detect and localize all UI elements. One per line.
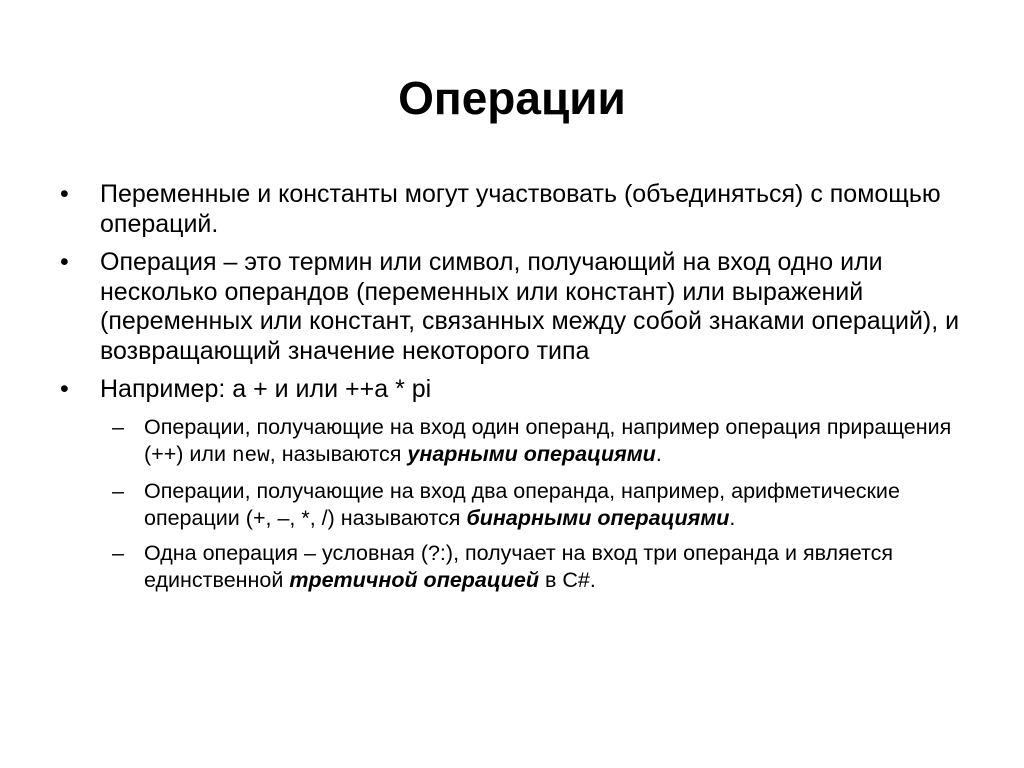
emphasis-term: унарными операциями bbox=[407, 441, 656, 466]
sub-bullet-text: . bbox=[729, 505, 736, 530]
bullet-icon: • bbox=[60, 180, 69, 208]
dash-icon: – bbox=[112, 414, 124, 439]
emphasis-term: третичной операцией bbox=[289, 567, 539, 592]
sub-bullet-text: . bbox=[655, 441, 662, 466]
bullet-icon: • bbox=[60, 375, 69, 403]
bullet-item bbox=[60, 375, 970, 405]
bullet-item bbox=[60, 180, 970, 239]
slide-title: Операции bbox=[398, 72, 626, 124]
sub-bullet-item bbox=[112, 540, 970, 594]
sub-bullet-text: в C#. bbox=[539, 567, 596, 592]
bullet-text: Операция – это термин или символ, получающий на вход одно или несколько операндов (переменных или констант) или выражений (переменных или констант, связанных между собой знаками операций), и возвращающий значение некоторого типа bbox=[100, 248, 960, 365]
bullet-icon: • bbox=[60, 248, 69, 276]
dash-icon: – bbox=[112, 540, 124, 565]
sub-bullet-item bbox=[112, 414, 970, 470]
sub-bullet-text: Операции, получающие на вход два операнда, например, арифметические операции (+, –, *, /) называются bbox=[144, 478, 900, 530]
dash-icon: – bbox=[112, 478, 124, 503]
bullet-text: Например: a + и или ++a * pi bbox=[100, 375, 432, 403]
code-keyword: new bbox=[231, 444, 270, 468]
emphasis-term: бинарными операциями bbox=[466, 505, 730, 530]
sub-bullet-text: Операции, получающие на вход один операнд, например операция приращения (++) или bbox=[144, 414, 952, 466]
sub-bullet-item bbox=[112, 478, 970, 532]
bullet-text: Переменные и константы могут участвовать (объединяться) с помощью операций. bbox=[100, 180, 941, 238]
sub-bullet-text: , называются bbox=[269, 441, 408, 466]
sub-bullet-text: Одна операция – условная (?:), получает на вход три операнда и является единственной bbox=[144, 540, 893, 592]
bullet-item bbox=[60, 248, 970, 366]
sub-bullet-list bbox=[60, 414, 970, 594]
slide-content bbox=[60, 180, 970, 602]
